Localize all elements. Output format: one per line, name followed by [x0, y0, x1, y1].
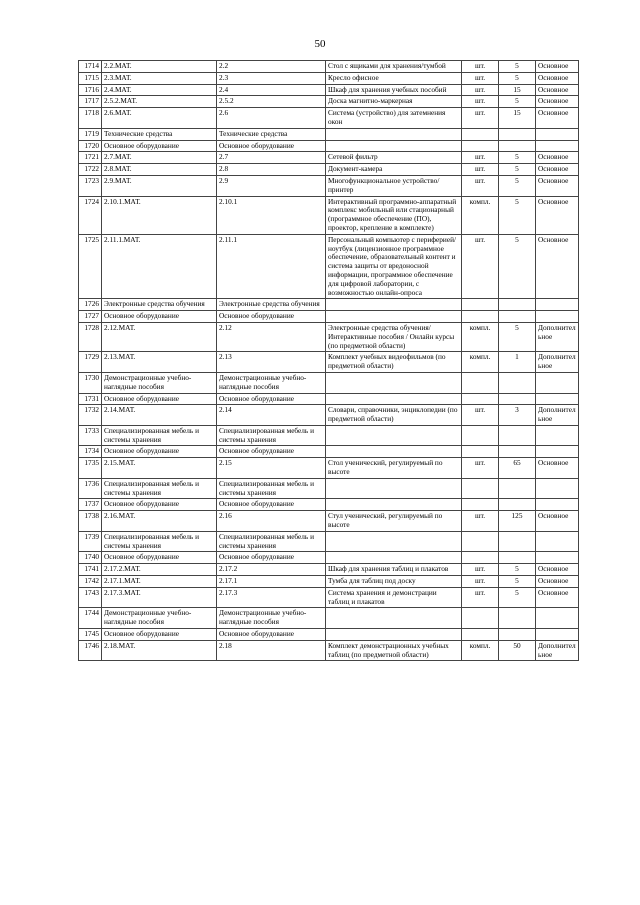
item-name-cell: Система (устройство) для затемнения окон [326, 108, 462, 129]
quantity-cell: 5 [499, 175, 536, 196]
row-number-cell: 1739 [79, 531, 102, 552]
quantity-cell: 5 [499, 576, 536, 588]
row-number-cell: 1726 [79, 299, 102, 311]
quantity-cell [499, 140, 536, 152]
unit-cell: шт. [462, 175, 499, 196]
type-cell: Основное [536, 61, 579, 73]
row-number-cell: 1729 [79, 352, 102, 373]
type-cell: Основное [536, 511, 579, 532]
item-name-cell [326, 552, 462, 564]
section-cell: 2.3 [217, 72, 326, 84]
unit-cell: шт. [462, 234, 499, 299]
row-number-cell: 1728 [79, 322, 102, 351]
section-cell: Основное оборудование [217, 629, 326, 641]
section-cell: 2.17.3 [217, 587, 326, 608]
table-row [79, 458, 579, 479]
unit-cell [462, 311, 499, 323]
table-row [79, 552, 579, 564]
row-number-cell: 1722 [79, 164, 102, 176]
table-row [79, 299, 579, 311]
item-name-cell: Доска магнитно-маркерная [326, 96, 462, 108]
table-row [79, 175, 579, 196]
unit-cell: шт. [462, 108, 499, 129]
quantity-cell: 5 [499, 322, 536, 351]
unit-cell: шт. [462, 587, 499, 608]
type-cell [536, 311, 579, 323]
section-cell: 2.15 [217, 458, 326, 479]
code-cell: 2.8.МАТ. [102, 164, 217, 176]
row-number-cell: 1735 [79, 458, 102, 479]
quantity-cell: 3 [499, 405, 536, 426]
type-cell [536, 299, 579, 311]
section-cell: 2.4 [217, 84, 326, 96]
row-number-cell: 1730 [79, 372, 102, 393]
type-cell: Основное [536, 72, 579, 84]
quantity-cell: 5 [499, 72, 536, 84]
type-cell [536, 608, 579, 629]
section-cell: 2.2 [217, 61, 326, 73]
item-name-cell [326, 311, 462, 323]
quantity-cell [499, 608, 536, 629]
equipment-table [78, 60, 579, 661]
quantity-cell [499, 372, 536, 393]
type-cell: Основное [536, 576, 579, 588]
code-cell: Демонстрационные учебно-наглядные пособия [102, 608, 217, 629]
table-row [79, 164, 579, 176]
item-name-cell [326, 446, 462, 458]
row-number-cell: 1725 [79, 234, 102, 299]
code-cell: 2.9.МАТ. [102, 175, 217, 196]
quantity-cell [499, 499, 536, 511]
quantity-cell: 5 [499, 587, 536, 608]
item-name-cell: Документ-камера [326, 164, 462, 176]
quantity-cell [499, 552, 536, 564]
row-number-cell: 1740 [79, 552, 102, 564]
code-cell: Электронные средства обучения [102, 299, 217, 311]
code-cell: Основное оборудование [102, 629, 217, 641]
unit-cell: шт. [462, 96, 499, 108]
row-number-cell: 1719 [79, 128, 102, 140]
table-row [79, 511, 579, 532]
quantity-cell [499, 446, 536, 458]
unit-cell: шт. [462, 405, 499, 426]
unit-cell: шт. [462, 564, 499, 576]
item-name-cell [326, 140, 462, 152]
table-row [79, 196, 579, 234]
table-row [79, 152, 579, 164]
quantity-cell: 5 [499, 96, 536, 108]
type-cell: Основное [536, 234, 579, 299]
section-cell: 2.17.2 [217, 564, 326, 576]
item-name-cell: Многофункциональное устройство/принтер [326, 175, 462, 196]
quantity-cell [499, 128, 536, 140]
item-name-cell: Шкаф для хранения учебных пособий [326, 84, 462, 96]
unit-cell [462, 629, 499, 641]
section-cell: 2.5.2 [217, 96, 326, 108]
quantity-cell: 5 [499, 164, 536, 176]
row-number-cell: 1727 [79, 311, 102, 323]
code-cell: 2.7.МАТ. [102, 152, 217, 164]
quantity-cell: 15 [499, 84, 536, 96]
item-name-cell [326, 128, 462, 140]
section-cell: 2.7 [217, 152, 326, 164]
section-cell: Основное оборудование [217, 140, 326, 152]
unit-cell: шт. [462, 152, 499, 164]
unit-cell [462, 446, 499, 458]
unit-cell [462, 552, 499, 564]
unit-cell [462, 128, 499, 140]
table-row [79, 372, 579, 393]
section-cell: 2.18 [217, 640, 326, 661]
type-cell: Основное [536, 108, 579, 129]
type-cell [536, 446, 579, 458]
unit-cell [462, 393, 499, 405]
type-cell: Основное [536, 587, 579, 608]
unit-cell: шт. [462, 164, 499, 176]
quantity-cell [499, 629, 536, 641]
row-number-cell: 1731 [79, 393, 102, 405]
row-number-cell: 1733 [79, 425, 102, 446]
type-cell: Дополнительное [536, 640, 579, 661]
code-cell: Специализированная мебель и системы хранения [102, 425, 217, 446]
item-name-cell: Стол с ящиками для хранения/тумбой [326, 61, 462, 73]
row-number-cell: 1724 [79, 196, 102, 234]
code-cell: Основное оборудование [102, 393, 217, 405]
unit-cell [462, 608, 499, 629]
unit-cell [462, 478, 499, 499]
type-cell [536, 128, 579, 140]
code-cell: 2.17.3.МАТ. [102, 587, 217, 608]
table-row [79, 446, 579, 458]
section-cell: 2.10.1 [217, 196, 326, 234]
quantity-cell [499, 393, 536, 405]
section-cell: 2.17.1 [217, 576, 326, 588]
type-cell [536, 372, 579, 393]
type-cell [536, 552, 579, 564]
type-cell: Основное [536, 96, 579, 108]
type-cell: Основное [536, 564, 579, 576]
unit-cell [462, 372, 499, 393]
unit-cell: шт. [462, 511, 499, 532]
table-row [79, 425, 579, 446]
quantity-cell [499, 478, 536, 499]
item-name-cell: Кресло офисное [326, 72, 462, 84]
item-name-cell: Стул ученический, регулируемый по высоте [326, 511, 462, 532]
unit-cell: шт. [462, 72, 499, 84]
section-cell: Основное оборудование [217, 499, 326, 511]
quantity-cell [499, 299, 536, 311]
item-name-cell: Шкаф для хранения таблиц и плакатов [326, 564, 462, 576]
code-cell: 2.11.1.МАТ. [102, 234, 217, 299]
code-cell: Основное оборудование [102, 140, 217, 152]
row-number-cell: 1736 [79, 478, 102, 499]
type-cell: Основное [536, 84, 579, 96]
code-cell: 2.3.МАТ. [102, 72, 217, 84]
item-name-cell [326, 478, 462, 499]
unit-cell: компл. [462, 352, 499, 373]
table-row [79, 96, 579, 108]
row-number-cell: 1745 [79, 629, 102, 641]
table-row [79, 322, 579, 351]
section-cell: 2.6 [217, 108, 326, 129]
type-cell: Дополнительное [536, 352, 579, 373]
unit-cell [462, 499, 499, 511]
section-cell: 2.16 [217, 511, 326, 532]
row-number-cell: 1718 [79, 108, 102, 129]
unit-cell: компл. [462, 322, 499, 351]
row-number-cell: 1721 [79, 152, 102, 164]
quantity-cell: 5 [499, 234, 536, 299]
section-cell: 2.14 [217, 405, 326, 426]
table-row [79, 234, 579, 299]
code-cell: 2.10.1.МАТ. [102, 196, 217, 234]
type-cell [536, 478, 579, 499]
table-row [79, 140, 579, 152]
type-cell: Дополнительное [536, 405, 579, 426]
item-name-cell [326, 499, 462, 511]
code-cell: 2.17.1.МАТ. [102, 576, 217, 588]
code-cell: 2.16.МАТ. [102, 511, 217, 532]
section-cell: 2.13 [217, 352, 326, 373]
type-cell: Основное [536, 175, 579, 196]
row-number-cell: 1720 [79, 140, 102, 152]
type-cell [536, 531, 579, 552]
row-number-cell: 1741 [79, 564, 102, 576]
item-name-cell [326, 393, 462, 405]
table-row [79, 311, 579, 323]
table-row [79, 405, 579, 426]
code-cell: Основное оборудование [102, 552, 217, 564]
section-cell: 2.12 [217, 322, 326, 351]
quantity-cell: 50 [499, 640, 536, 661]
unit-cell: шт. [462, 458, 499, 479]
section-cell: Специализированная мебель и системы хранения [217, 531, 326, 552]
quantity-cell [499, 425, 536, 446]
table-row [79, 61, 579, 73]
quantity-cell: 5 [499, 196, 536, 234]
table-row [79, 608, 579, 629]
unit-cell [462, 299, 499, 311]
section-cell: Основное оборудование [217, 446, 326, 458]
code-cell: Специализированная мебель и системы хранения [102, 531, 217, 552]
code-cell: 2.4.МАТ. [102, 84, 217, 96]
row-number-cell: 1732 [79, 405, 102, 426]
type-cell: Основное [536, 458, 579, 479]
item-name-cell [326, 425, 462, 446]
code-cell: 2.12.МАТ. [102, 322, 217, 351]
unit-cell [462, 140, 499, 152]
type-cell: Основное [536, 196, 579, 234]
row-number-cell: 1715 [79, 72, 102, 84]
quantity-cell: 5 [499, 61, 536, 73]
table-row [79, 576, 579, 588]
row-number-cell: 1744 [79, 608, 102, 629]
unit-cell: компл. [462, 196, 499, 234]
type-cell [536, 140, 579, 152]
item-name-cell [326, 608, 462, 629]
type-cell: Дополнительное [536, 322, 579, 351]
quantity-cell: 1 [499, 352, 536, 373]
item-name-cell [326, 629, 462, 641]
table-row [79, 564, 579, 576]
row-number-cell: 1742 [79, 576, 102, 588]
code-cell: 2.6.МАТ. [102, 108, 217, 129]
table-row [79, 108, 579, 129]
item-name-cell: Интерактивный программно-аппаратный комплекс мобильный или стационарный (программное обеспечение (ПО), проектор, крепление в комплекте) [326, 196, 462, 234]
section-cell: Технические средства [217, 128, 326, 140]
quantity-cell: 125 [499, 511, 536, 532]
item-name-cell: Тумба для таблиц под доску [326, 576, 462, 588]
unit-cell: шт. [462, 84, 499, 96]
table-row [79, 587, 579, 608]
row-number-cell: 1746 [79, 640, 102, 661]
item-name-cell: Персональный компьютер с периферией/ноутбук (лицензионное программное обеспечение, образовательный контент и система защиты от вредоносной информации, программное обеспечение для цифровой лаборатории, с возможностью онлайн-опроса [326, 234, 462, 299]
table-row [79, 640, 579, 661]
unit-cell: шт. [462, 61, 499, 73]
section-cell: Специализированная мебель и системы хранения [217, 478, 326, 499]
page-number: 50 [314, 38, 326, 50]
row-number-cell: 1737 [79, 499, 102, 511]
item-name-cell: Комплект демонстрационных учебных таблиц (по предметной области) [326, 640, 462, 661]
quantity-cell [499, 311, 536, 323]
code-cell: Технические средства [102, 128, 217, 140]
code-cell: 2.17.2.МАТ. [102, 564, 217, 576]
quantity-cell: 5 [499, 152, 536, 164]
section-cell: Демонстрационные учебно-наглядные пособия [217, 608, 326, 629]
type-cell [536, 499, 579, 511]
table-row [79, 393, 579, 405]
table-row [79, 84, 579, 96]
code-cell: Демонстрационные учебно-наглядные пособия [102, 372, 217, 393]
code-cell: 2.18.МАТ. [102, 640, 217, 661]
section-cell: 2.11.1 [217, 234, 326, 299]
section-cell: Демонстрационные учебно-наглядные пособия [217, 372, 326, 393]
section-cell: Специализированная мебель и системы хранения [217, 425, 326, 446]
code-cell: 2.2.МАТ. [102, 61, 217, 73]
row-number-cell: 1714 [79, 61, 102, 73]
quantity-cell: 15 [499, 108, 536, 129]
item-name-cell: Сетевой фильтр [326, 152, 462, 164]
item-name-cell [326, 531, 462, 552]
item-name-cell: Словари, справочники, энциклопедии (по предметной области) [326, 405, 462, 426]
code-cell: Основное оборудование [102, 446, 217, 458]
section-cell: Основное оборудование [217, 311, 326, 323]
code-cell: Основное оборудование [102, 311, 217, 323]
section-cell: 2.9 [217, 175, 326, 196]
unit-cell [462, 425, 499, 446]
table-row [79, 478, 579, 499]
code-cell: 2.15.МАТ. [102, 458, 217, 479]
type-cell [536, 425, 579, 446]
unit-cell: шт. [462, 576, 499, 588]
code-cell: 2.13.МАТ. [102, 352, 217, 373]
type-cell: Основное [536, 164, 579, 176]
table-row [79, 352, 579, 373]
item-name-cell: Электронные средства обучения/Интерактивные пособия / Онлайн курсы (по предметной области) [326, 322, 462, 351]
unit-cell: компл. [462, 640, 499, 661]
type-cell: Основное [536, 152, 579, 164]
table-row [79, 629, 579, 641]
section-cell: Основное оборудование [217, 552, 326, 564]
item-name-cell [326, 372, 462, 393]
row-number-cell: 1716 [79, 84, 102, 96]
item-name-cell: Стол ученический, регулируемый по высоте [326, 458, 462, 479]
item-name-cell: Комплект учебных видеофильмов (по предметной области) [326, 352, 462, 373]
row-number-cell: 1738 [79, 511, 102, 532]
table-row [79, 128, 579, 140]
table-row [79, 499, 579, 511]
row-number-cell: 1743 [79, 587, 102, 608]
table-row [79, 72, 579, 84]
row-number-cell: 1734 [79, 446, 102, 458]
section-cell: Электронные средства обучения [217, 299, 326, 311]
code-cell: 2.14.МАТ. [102, 405, 217, 426]
quantity-cell: 65 [499, 458, 536, 479]
item-name-cell [326, 299, 462, 311]
row-number-cell: 1723 [79, 175, 102, 196]
section-cell: Основное оборудование [217, 393, 326, 405]
code-cell: Основное оборудование [102, 499, 217, 511]
section-cell: 2.8 [217, 164, 326, 176]
table-row [79, 531, 579, 552]
table-body [79, 61, 579, 661]
type-cell [536, 629, 579, 641]
item-name-cell: Система хранения и демонстрации таблиц и плакатов [326, 587, 462, 608]
code-cell: Специализированная мебель и системы хранения [102, 478, 217, 499]
quantity-cell [499, 531, 536, 552]
row-number-cell: 1717 [79, 96, 102, 108]
unit-cell [462, 531, 499, 552]
quantity-cell: 5 [499, 564, 536, 576]
type-cell [536, 393, 579, 405]
code-cell: 2.5.2.МАТ. [102, 96, 217, 108]
